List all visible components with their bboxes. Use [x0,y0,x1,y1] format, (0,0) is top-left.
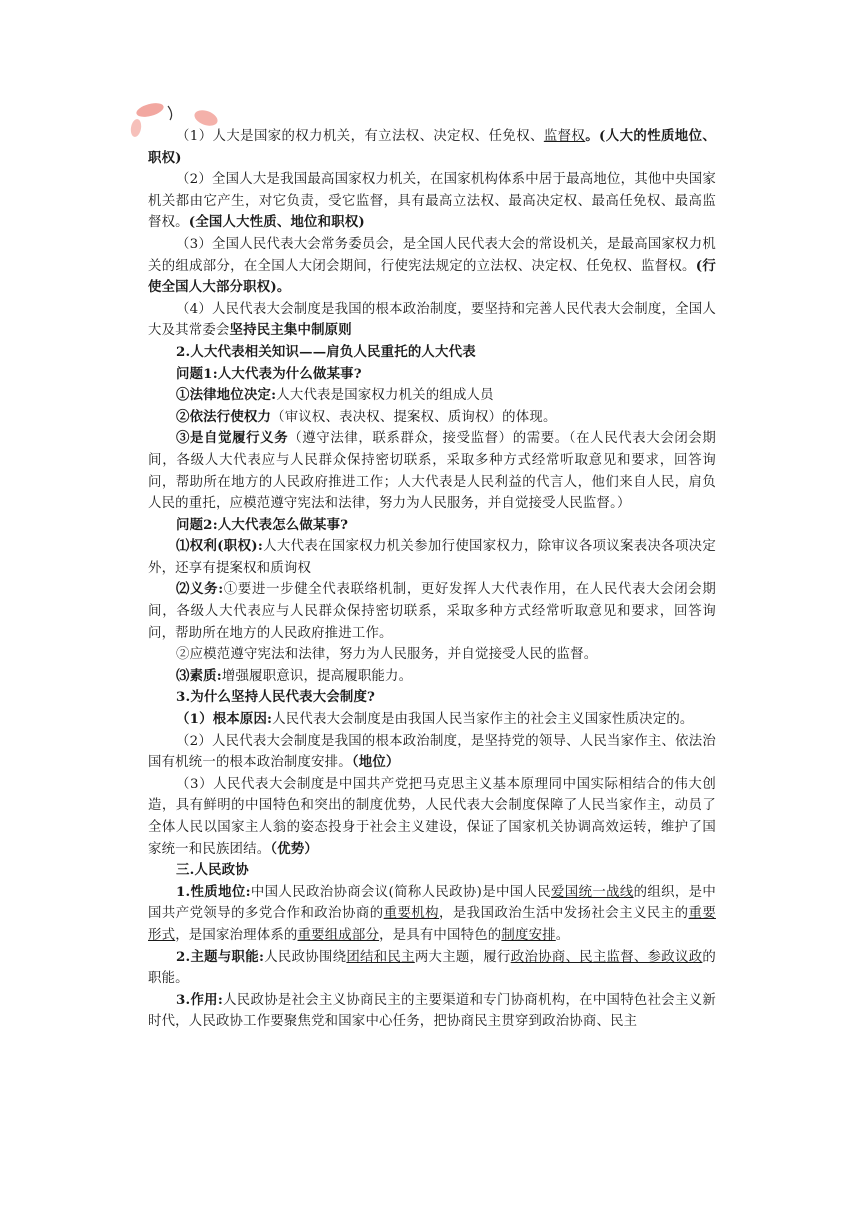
heading-why-system: 3.为什么坚持人民代表大会制度? [176,689,376,706]
cppcc-nature: 1.性质地位:中国人民政治协商会议(简称人民政协)是中国人民爱国统一战线的组织，是中国共产党领导的多党合作和政治协商的重要机构，是我国政治生活中发扬社会主义民主的重要形式，是国家治理体系的重要组成部分，是具有中国特色的制度安排。 [148,883,716,943]
question-2-rights: ⑴权利(职权):人大代表在国家权力机关参加行使国家权力，除审议各项议案表决各项决定外，还享有提案权和质询权 [148,538,716,576]
heading-cppcc: 三.人民政协 [176,862,249,879]
reason-3: （3）人民代表大会制度是中国共产党把马克思主义基本原理同中国实际相结合的伟大创造，具有鲜明的中国特色和突出的制度优势，人民代表大会制度保障了人民当家作主，动员了全体人民以国家主人翁的姿态投身于社会主义建设，保证了国家机关协调高效运转，维护了国家统一和民族团结。（优势） [148,776,716,857]
reason-2: （2）人民代表大会制度是我国的根本政治制度，是坚持党的领导、人民当家作主、依法治国有机统一的根本政治制度安排。（地位） [148,733,716,771]
question-2: 问题2:人大代表怎么做某事? [176,516,349,533]
question-2-quality: ⑶素质:增强履职意识，提高履职能力。 [176,667,413,684]
cppcc-functions: 2.主题与职能:人民政协围绕团结和民主两大主题，履行政治协商、民主监督、参政议政的职能。 [148,948,716,987]
question-2-duties-2: ②应模范遵守宪法和法律，努力为人民服务，并自觉接受人民的监督。 [176,647,598,663]
cppcc-role: 3.作用:人民政协是社会主义协商民主的主要渠道和专门协商机构，在中国特色社会主义新时代，人民政协工作要聚焦党和国家中心任务，把协商民主贯穿到政治协商、民主 [148,991,716,1030]
question-2-duties: ⑵义务:①要进一步健全代表联络机制，更好发挥人大代表作用，在人民代表大会闭会期间，各级人大代表应与人民群众保持密切联系，采取多种方式经常听取意见和要求，回答询问，帮助所在地方的人民政府推进工作。 [148,581,716,641]
paragraph-npc-4: （4）人民代表大会制度是我国的根本政治制度，要坚持和完善人民代表大会制度，全国人大及其常委会坚持民主集中制原则 [148,301,716,339]
paragraph-npc-3: （3）全国人民代表大会常务委员会，是全国人民代表大会的常设机关，是最高国家权力机关的组成部分，在全国人大闭会期间，行使宪法规定的立法权、决定权、任免权、监督权。(行使全国人大部分职权)。 [148,236,716,296]
question-1-point-b: ②依法行使权力（审议权、表决权、提案权、质询权）的体现。 [176,408,557,425]
question-1-point-a: ①法律地位决定:人大代表是国家权力机关的组成人员 [176,387,494,404]
question-1-point-c: ③是自觉履行义务（遵守法律，联系群众，接受监督）的需要。（在人民代表大会闭会期间，各级人大代表应与人民群众保持密切联系，采取多种方式经常听取意见和要求，回答询问，帮助所在地方的人民政府推进工作；人大代表是人民利益的代言人，他们来自人民，肩负人民的重托，应模范遵守宪法和法律，努力为人民服务，并自觉接受人民监督。） [148,430,716,512]
paragraph-npc-2: （2）全国人大是我国最高国家权力机关，在国家机构体系中居于最高地位，其他中央国家机关都由它产生，对它负责，受它监督，具有最高立法权、最高决定权、最高任免权、最高监督权。(全国人大性质、地位和职权) [148,172,716,231]
reason-1: （1）根本原因:人民代表大会制度是由我国人民当家作主的社会主义国家性质决定的。 [176,711,694,728]
document-page [148,126,716,1033]
heading-deputies: 2.人大代表相关知识——肩负人民重托的人大代表 [176,343,476,360]
paragraph-npc-1: （1）人大是国家的权力机关，有立法权、决定权、任免权、监督权。(人大的性质地位、职权) [148,128,716,166]
question-1: 问题1:人大代表为什么做某事? [176,365,362,382]
